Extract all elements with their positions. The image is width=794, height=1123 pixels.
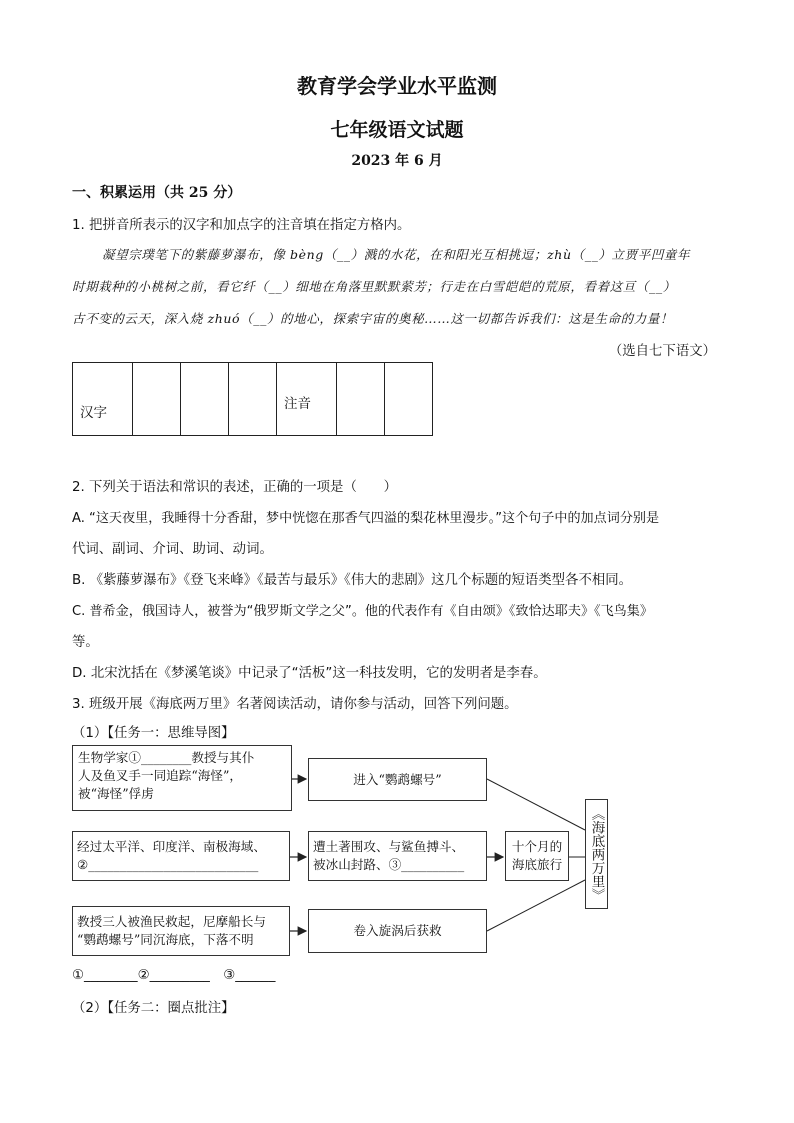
q1-passage-line-2: 时期栽种的小桃树之前，看它纤（__）细地在角落里默默萦芳；行走在白雪皑皑的荒原，看着这亘（__）: [72, 279, 676, 294]
map-box-rescue-line: 教授三人被渔民救起，尼摩船长与: [77, 914, 266, 929]
q1-passage-line-3: 古不变的云天，深入烧 zhuó（__）的地心，探索宇宙的奥秘……这一切都告诉我们：这是生命的力量！: [72, 311, 674, 326]
exam-date: 2023 年 6 月: [351, 153, 443, 169]
map-box-rescue: [72, 906, 290, 956]
map-box-capture-line: 被“海怪”俘虏: [78, 786, 154, 801]
map-box-route-line: 经过太平洋、印度洋、南极海域、: [77, 839, 266, 854]
q2-option-b: B. 《紫藤萝瀑布》《登飞来峰》《最苦与最乐》《伟大的悲剧》这几个标题的短语类型各不相同。: [72, 573, 633, 588]
hanzi-label: 汉字: [80, 405, 107, 421]
map-box-adventures-line: 被冰山封路、③__________: [313, 857, 465, 872]
map-box-enter-nautilus: 进入“鹦鹉螺号”: [308, 758, 487, 801]
q3-prompt: 3. 班级开展《海底两万里》名著阅读活动，请你参与活动，回答下列问题。: [72, 697, 518, 712]
q2-prompt: 2. 下列关于语法和常识的表述，正确的一项是（ ）: [72, 480, 398, 495]
map-box-capture: [72, 745, 292, 811]
map-box-route: [72, 831, 290, 881]
zhuyin-label: 注音: [284, 396, 311, 412]
q2-option-a-cont: 代词、副词、介词、助词、动词。: [72, 542, 273, 557]
map-box-capture-line: 生物学家①________教授与其仆: [78, 750, 255, 765]
map-book-title: [585, 799, 608, 909]
section-heading: 一、积累运用（共 25 分）: [72, 185, 242, 201]
map-box-capture-line: 人及鱼叉手一同追踪“海怪”，: [78, 768, 243, 783]
exam-title: 教育学会学业水平监测: [297, 74, 497, 98]
map-box-adventures: [308, 831, 487, 881]
q2-option-c: C. 普希金，俄国诗人，被誉为“俄罗斯文学之父”。他的代表作有《自由颂》《致恰达耶夫》《飞鸟集》: [72, 604, 653, 619]
exam-subtitle: 七年级语文试题: [330, 119, 464, 141]
link-top: [487, 779, 585, 830]
q2-option-a: A. “这天夜里，我睡得十分香甜，梦中恍惚在那香气四溢的梨花林里漫步。”这个句子中的加点词分别是: [72, 511, 660, 526]
map-box-whirlpool: 卷入旋涡后获救: [308, 909, 487, 953]
book-title-text: 《海底两万里》: [588, 806, 605, 902]
map-box-voyage-line: 海底旅行: [511, 857, 563, 872]
q1-prompt: 1. 把拼音所表示的汉字和加点字的注音填在指定方格内。: [72, 218, 411, 233]
q2-option-c-cont: 等。: [72, 635, 99, 650]
q2-option-d: D. 北宋沈括在《梦溪笔谈》中记录了“活板”这一科技发明，它的发明者是李春。: [72, 666, 547, 681]
map-box-route-line: ②___________________________: [77, 857, 259, 872]
map-box-adventures-line: 遭土著围攻、与鲨鱼搏斗、: [313, 839, 465, 854]
map-box-voyage-line: 十个月的: [511, 839, 563, 854]
q3-task-1: （1）【任务一：思维导图】: [72, 726, 235, 741]
q1-passage-line-1: 凝望宗璞笔下的紫藤萝瀑布，像 bèng（__）溅的水花，在和阳光互相挑逗；zhù（__）立贾平凹童年: [102, 247, 691, 262]
map-box-rescue-line: “鹦鹉螺号”同沉海底，下落不明: [77, 932, 254, 947]
q3-task-2: （2）【任务二：圈点批注】: [72, 1001, 235, 1016]
q1-source: （选自七下语文）: [608, 344, 716, 359]
map-box-voyage: [505, 831, 569, 881]
q3-answer-blanks[interactable]: ①________②_________ ③______: [72, 968, 276, 983]
link-bottom: [487, 880, 585, 931]
